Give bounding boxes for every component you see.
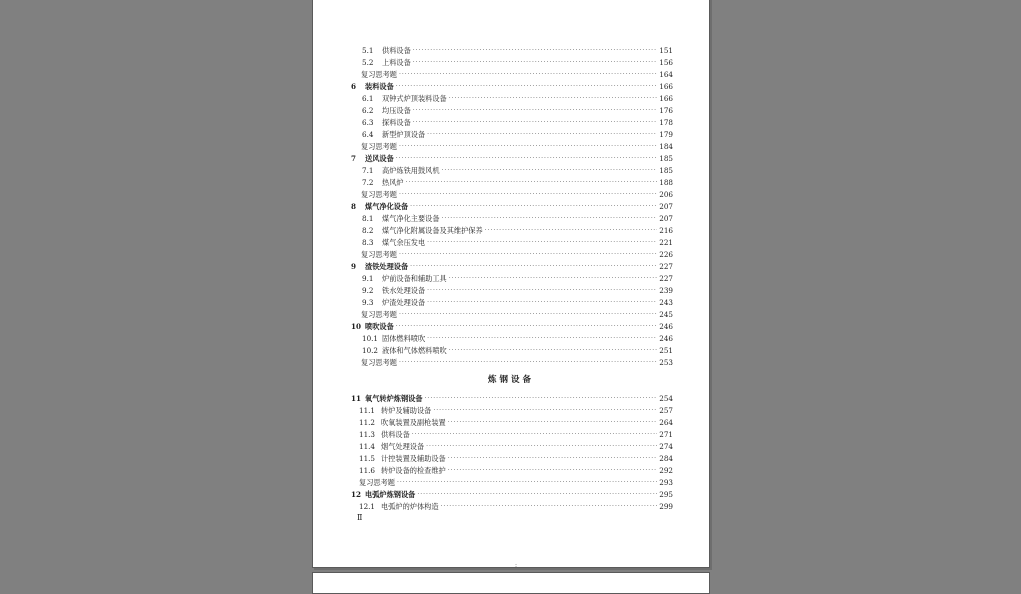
toc-entry-number: 11.2: [359, 418, 376, 427]
toc-entry-title: 送风设备: [365, 154, 394, 163]
toc-chapter-entry: [349, 79, 673, 91]
toc-chapter-entry: [349, 487, 673, 499]
toc-page-number: 184: [659, 142, 673, 151]
toc-section-entry: [349, 403, 673, 415]
toc-section-entry: [349, 55, 673, 67]
toc-entry-title: 转炉设备的检查维护: [381, 466, 446, 475]
toc-page-number: 227: [659, 274, 673, 283]
toc-page-number: 178: [659, 118, 673, 127]
toc-leader-dots: [485, 226, 657, 235]
toc-section-entry: [349, 103, 673, 115]
toc-entry-title: 复习思考题: [361, 190, 397, 199]
toc-chapter-entry: [349, 391, 673, 403]
toc-review-entry: [349, 247, 673, 259]
toc-entry-title: 计控装置及辅助设备: [381, 454, 446, 463]
toc-review-entry: [349, 67, 673, 79]
toc-section-entry: [349, 127, 673, 139]
toc-leader-dots: [413, 106, 657, 115]
toc-leader-dots: [441, 502, 657, 511]
toc-leader-dots: [427, 286, 657, 295]
toc-entry-title: 烟气处理设备: [381, 442, 425, 451]
toc-page-number: 221: [659, 238, 673, 247]
toc-entry-number: 10: [351, 322, 362, 331]
toc-page-number: 156: [659, 58, 673, 67]
toc-entry-title: 转炉及辅助设备: [381, 406, 432, 415]
toc-review-entry: [349, 139, 673, 151]
toc-entry-number: 10.2: [362, 346, 379, 355]
toc-entry-title: 氧气转炉炼钢设备: [365, 394, 423, 403]
toc-page-number: 292: [659, 466, 673, 475]
toc-entry-title: 炉前设备和辅助工具: [382, 274, 447, 283]
toc-entry-title: 复习思考题: [361, 250, 397, 259]
toc-entry-number: 9.1: [362, 274, 374, 283]
toc-entry-number: 8: [351, 202, 357, 211]
toc-leader-dots: [412, 430, 657, 439]
toc-section-entry: [349, 331, 673, 343]
toc-entry-title: 煤气净化附属设备及其维护保养: [382, 226, 483, 235]
toc-entry-number: 6.2: [362, 106, 374, 115]
toc-section-entry: [349, 175, 673, 187]
toc-entry-number: 9.2: [362, 286, 374, 295]
toc-entry-number: 9.3: [362, 298, 374, 307]
toc-page-number: 176: [659, 106, 673, 115]
toc-entry-number: 11.1: [359, 406, 376, 415]
toc-review-entry: [349, 475, 673, 487]
toc-entry-number: 8.2: [362, 226, 374, 235]
toc-entry-title: 渣铁处理设备: [365, 262, 409, 271]
toc-page-number: 251: [659, 346, 673, 355]
toc-section-entry: [349, 427, 673, 439]
toc-section-entry: [349, 451, 673, 463]
toc-chapter-entry: [349, 151, 673, 163]
toc-entry-number: 11.5: [359, 454, 376, 463]
toc-leader-dots: [399, 70, 657, 79]
toc-entry-title: 探料设备: [382, 118, 411, 127]
toc-leader-dots: [449, 274, 657, 283]
toc-entry-number: 5.2: [362, 58, 374, 67]
toc-entry-title: 新型炉顶设备: [382, 130, 426, 139]
document-page: [312, 0, 710, 568]
toc-entry-title: 复习思考题: [361, 142, 397, 151]
toc-entry-number: 5.1: [362, 46, 374, 55]
toc-entry-number: 10.1: [362, 334, 379, 343]
toc-entry-number: 12: [351, 490, 362, 499]
toc-section-entry: [349, 211, 673, 223]
toc-leader-dots: [399, 358, 657, 367]
toc-page-number: 207: [659, 202, 673, 211]
toc-page-number: 293: [659, 478, 673, 487]
toc-section-entry: [349, 499, 673, 511]
toc-entry-title: 供料设备: [381, 430, 410, 439]
page-number: Ⅱ: [357, 513, 363, 522]
toc-page-number: 264: [659, 418, 673, 427]
toc-leader-dots: [449, 346, 657, 355]
toc-page-number: 227: [659, 262, 673, 271]
toc-page-number: 299: [659, 502, 673, 511]
toc-entry-title: 双钟式炉顶装料设备: [382, 94, 447, 103]
toc-entry-number: 8.1: [362, 214, 374, 223]
toc-page-number: 166: [659, 94, 673, 103]
toc-page-number: 188: [659, 178, 673, 187]
toc-leader-dots: [397, 478, 657, 487]
toc-leader-dots: [399, 250, 657, 259]
toc-leader-dots: [417, 490, 657, 499]
toc-review-entry: [349, 355, 673, 367]
toc-entry-title: 固体燃料喷吹: [382, 334, 426, 343]
toc-chapter-entry: [349, 319, 673, 331]
toc-entry-title: 上料设备: [382, 58, 411, 67]
toc-page-number: 284: [659, 454, 673, 463]
toc-page-number: 246: [659, 334, 673, 343]
toc-page-number: 243: [659, 298, 673, 307]
toc-review-entry: [349, 307, 673, 319]
toc-page-number: 151: [659, 46, 673, 55]
toc-section-entry: [349, 235, 673, 247]
toc-section-entry: [349, 43, 673, 55]
toc-entry-title: 液体和气体燃料喷吹: [382, 346, 447, 355]
toc-chapter-entry: [349, 199, 673, 211]
toc-leader-dots: [396, 322, 657, 331]
toc-leader-dots: [406, 178, 657, 187]
next-document-page: [312, 572, 710, 594]
toc-entry-title: 热风炉: [382, 178, 404, 187]
toc-entry-title: 复习思考题: [361, 358, 397, 367]
toc-entry-title: 煤气净化设备: [365, 202, 409, 211]
toc-entry-number: 8.3: [362, 238, 374, 247]
toc-entry-title: 煤气净化主要设备: [382, 214, 440, 223]
toc-entry-title: 复习思考题: [361, 70, 397, 79]
toc-page-number: 245: [659, 310, 673, 319]
toc-entry-number: 11.4: [359, 442, 376, 451]
toc-leader-dots: [413, 118, 657, 127]
toc-leader-dots: [399, 310, 657, 319]
toc-entry-title: 均压设备: [382, 106, 411, 115]
toc-section-entry: [349, 295, 673, 307]
toc-section-entry: [349, 223, 673, 235]
toc-section-ironmaking: [349, 43, 673, 367]
toc-leader-dots: [448, 466, 657, 475]
toc-section-entry: [349, 271, 673, 283]
table-of-contents: [349, 43, 673, 522]
toc-review-entry: [349, 187, 673, 199]
toc-page-number: 206: [659, 190, 673, 199]
toc-entry-number: 11.6: [359, 466, 376, 475]
toc-entry-number: 7.1: [362, 166, 374, 175]
toc-leader-dots: [396, 154, 657, 163]
toc-page-number: 274: [659, 442, 673, 451]
toc-page-number: 179: [659, 130, 673, 139]
toc-entry-number: 12.1: [359, 502, 376, 511]
toc-entry-title: 吹氧装置及副枪装置: [381, 418, 446, 427]
toc-entry-title: 供料设备: [382, 46, 411, 55]
toc-leader-dots: [410, 262, 657, 271]
toc-leader-dots: [427, 298, 657, 307]
toc-page-number: 239: [659, 286, 673, 295]
toc-page-number: 216: [659, 226, 673, 235]
toc-entry-title: 喷吹设备: [365, 322, 394, 331]
toc-entry-number: 7: [351, 154, 357, 163]
toc-leader-dots: [448, 454, 657, 463]
toc-page-number: 254: [659, 394, 673, 403]
toc-leader-dots: [399, 190, 657, 199]
toc-entry-number: 6.3: [362, 118, 374, 127]
toc-leader-dots: [396, 82, 657, 91]
toc-leader-dots: [425, 394, 657, 403]
toc-leader-dots: [442, 166, 657, 175]
toc-leader-dots: [413, 58, 657, 67]
toc-leader-dots: [410, 202, 657, 211]
toc-leader-dots: [413, 46, 657, 55]
toc-page-number: 246: [659, 322, 673, 331]
toc-entry-number: 11: [351, 394, 362, 403]
toc-page-number: 257: [659, 406, 673, 415]
toc-section-entry: [349, 91, 673, 103]
toc-leader-dots: [426, 442, 657, 451]
page-separator-mark: :: [515, 562, 518, 569]
toc-leader-dots: [442, 214, 657, 223]
toc-entry-title: 高炉炼铁用鼓风机: [382, 166, 440, 175]
part-title: 炼钢设备: [487, 375, 534, 385]
toc-leader-dots: [399, 142, 657, 151]
toc-entry-number: 6.1: [362, 94, 374, 103]
toc-section-entry: [349, 343, 673, 355]
toc-page-number: 226: [659, 250, 673, 259]
toc-entry-number: 6: [351, 82, 357, 91]
toc-chapter-entry: [349, 259, 673, 271]
toc-entry-title: 装料设备: [365, 82, 394, 91]
toc-entry-number: 6.4: [362, 130, 374, 139]
toc-page-number: 185: [659, 154, 673, 163]
toc-section-entry: [349, 283, 673, 295]
toc-section-entry: [349, 463, 673, 475]
toc-page-number: 164: [659, 70, 673, 79]
toc-entry-number: 11.3: [359, 430, 376, 439]
toc-page-number: 271: [659, 430, 673, 439]
toc-section-entry: [349, 163, 673, 175]
toc-entry-title: 煤气余压发电: [382, 238, 426, 247]
toc-page-number: 253: [659, 358, 673, 367]
toc-leader-dots: [448, 418, 657, 427]
toc-leader-dots: [427, 130, 657, 139]
toc-entry-number: 7.2: [362, 178, 374, 187]
toc-section-entry: [349, 415, 673, 427]
toc-entry-title: 电弧炉炼钢设备: [365, 490, 416, 499]
toc-section-entry: [349, 115, 673, 127]
toc-leader-dots: [449, 94, 657, 103]
toc-leader-dots: [427, 238, 657, 247]
toc-entry-title: 复习思考题: [361, 310, 397, 319]
toc-page-number: 185: [659, 166, 673, 175]
toc-section-steelmaking: [349, 391, 673, 511]
toc-entry-title: 炉渣处理设备: [382, 298, 426, 307]
toc-entry-title: 复习思考题: [359, 478, 395, 487]
toc-page-number: 295: [659, 490, 673, 499]
toc-entry-title: 铁水处理设备: [382, 286, 426, 295]
toc-page-number: 166: [659, 82, 673, 91]
toc-leader-dots: [433, 406, 657, 415]
toc-leader-dots: [427, 334, 657, 343]
toc-entry-number: 9: [351, 262, 357, 271]
toc-entry-title: 电弧炉的炉体构造: [381, 502, 439, 511]
toc-page-number: 207: [659, 214, 673, 223]
toc-section-entry: [349, 439, 673, 451]
